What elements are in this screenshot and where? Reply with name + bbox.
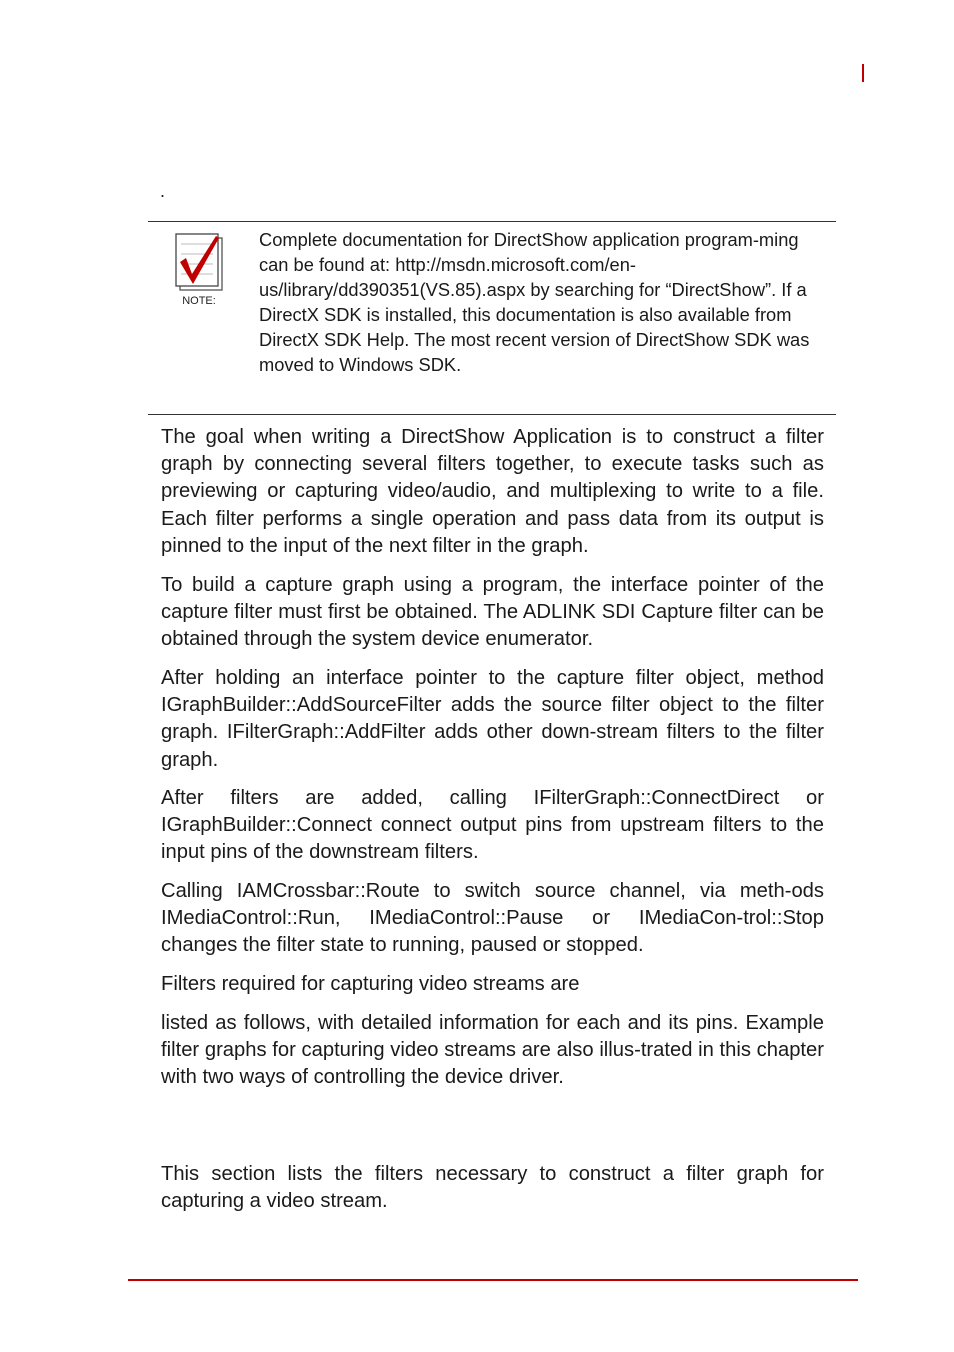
paragraph-add-filters: After holding an interface pointer to the capture filter object, method IGraphBuilder::AddSourceFilter adds the source filter object to the filter graph. IFilterGraph::AddFilter adds other down-stream filters to the filter graph.	[161, 667, 824, 771]
leading-dot: .	[160, 181, 166, 201]
paragraph-filters-required: Filters required for capturing video streams are	[161, 973, 580, 995]
paragraph-goal: The goal when writing a DirectShow Application is to construct a filter graph by connecting several filters together, to execute tasks such as previewing or capturing video/audio, and multiplexing to write to a file. Each filter performs a single operation and pass data from its output is pinned to the input of the next filter in the graph.	[161, 426, 824, 557]
footer-rule	[128, 1279, 858, 1281]
paragraph-build-graph: To build a capture graph using a program, the interface pointer of the capture filter must first be obtained. The ADLINK SDI Capture filter can be obtained through the system device enumerator.	[161, 574, 824, 651]
note-text: Complete documentation for DirectShow application program-ming can be found at: http://msdn.microsoft.com/en-us/library/dd390351(VS.85).aspx by searching for “DirectShow”. If a DirectX SDK is installed, this documentation is also available from DirectX SDK Help. The most recent version of DirectShow SDK was moved to Windows SDK.	[259, 229, 810, 375]
header-marker	[862, 64, 864, 82]
paragraph-control: Calling IAMCrossbar::Route to switch source channel, via meth-ods IMediaControl::Run, IMediaControl::Pause or IMediaCon-trol::Stop changes the filter state to running, paused or stopped.	[161, 880, 824, 957]
note-top-rule	[148, 221, 836, 222]
note-bottom-rule	[148, 414, 836, 415]
paragraph-connect: After filters are added, calling IFilterGraph::ConnectDirect or IGraphBuilder::Connect connect output pins from upstream filters to the input pins of the downstream filters.	[161, 787, 824, 864]
note-label: NOTE:	[182, 295, 216, 307]
paragraph-listed: listed as follows, with detailed information for each and its pins. Example filter graphs for capturing video streams are also illus-trated in this chapter with two ways of controlling the device driver.	[161, 1012, 824, 1089]
paragraph-section-intro: This section lists the filters necessary to construct a filter graph for capturing a video stream.	[161, 1163, 824, 1213]
